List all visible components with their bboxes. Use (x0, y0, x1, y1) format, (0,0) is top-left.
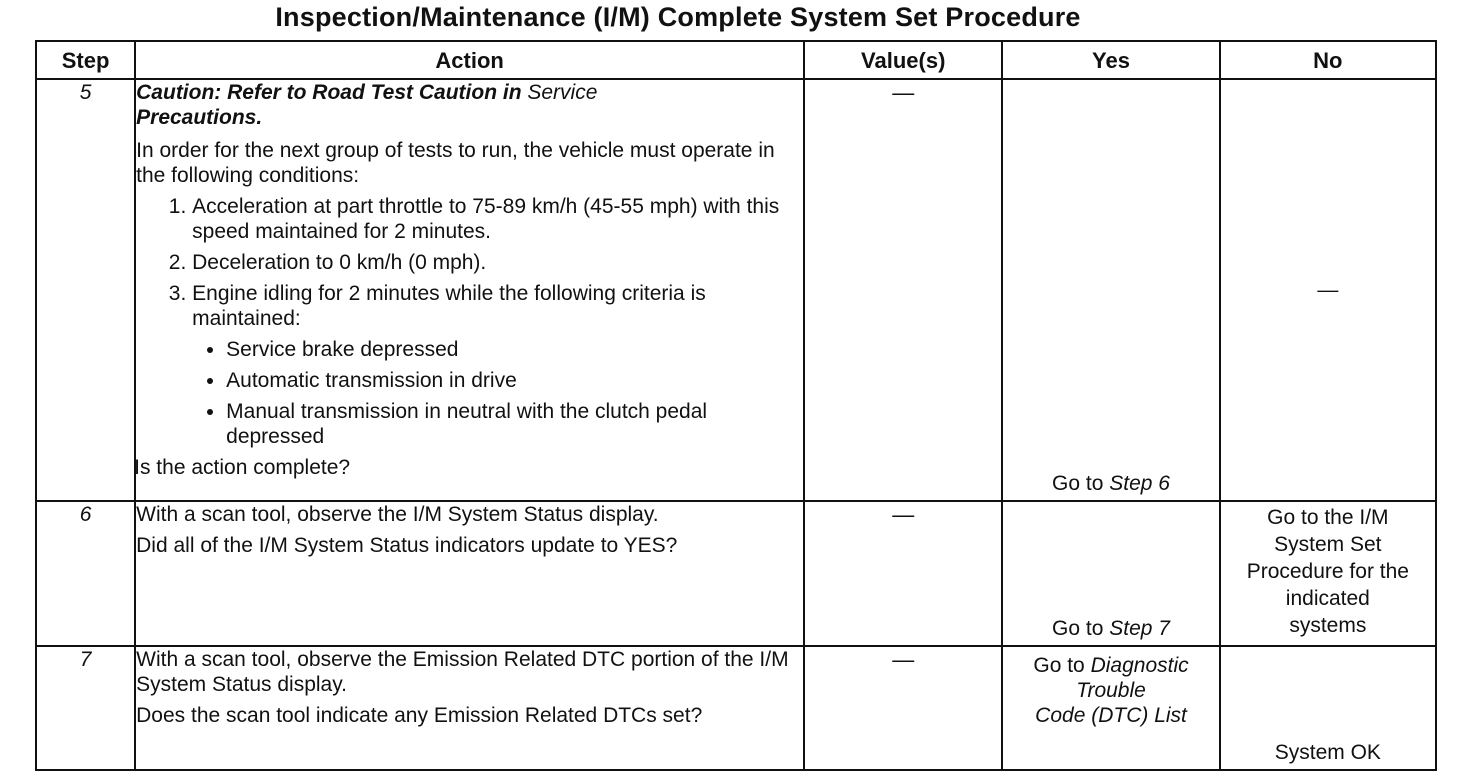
yes-action: Go to Step 6 (1052, 472, 1170, 495)
header-values: Value(s) (804, 41, 1002, 79)
instruction-text: With a scan tool, observe the Emission Related DTC portion of the I/M System Status display. (136, 648, 789, 696)
list-item: 1. Acceleration at part throttle to 75-89 km/h (45-55 mph) with this speed maintained for 2 minutes. (192, 194, 803, 244)
yes-cell (1002, 501, 1219, 646)
list-item: • Manual transmission in neutral with the clutch pedal depressed (226, 399, 803, 449)
no-cell: — (1220, 79, 1436, 501)
question-text: Did all of the I/M System Status indicators update to YES? (136, 534, 678, 557)
instruction-text: With a scan tool, observe the I/M System Status display. (136, 503, 659, 526)
table-row-step-6 (36, 501, 1436, 646)
action-cell (135, 501, 804, 646)
criteria-list (192, 337, 803, 449)
page-title: Inspection/Maintenance (I/M) Complete System Set Procedure (275, 2, 1081, 32)
header-no: No (1220, 41, 1436, 79)
list-item: 3. Engine idling for 2 minutes while the following criteria is maintained: • Service brake depressed • Automatic transmission in drive • Manual transmission in neutral with the clutch pedal depressed (192, 281, 803, 449)
step-number: 5 (36, 79, 135, 501)
table-row-step-5 (36, 79, 1436, 501)
step-link: Step 6 (1109, 472, 1170, 495)
condition-list (136, 194, 803, 449)
question-text: Does the scan tool indicate any Emission Related DTCs set? (136, 704, 703, 727)
list-item: • Automatic transmission in drive (226, 368, 803, 393)
caution-text: Caution: Refer to Road Test Caution in Service Precautions. (136, 81, 598, 129)
action-cell (135, 79, 804, 501)
header-yes: Yes (1002, 41, 1219, 79)
value-cell: — (804, 79, 1002, 501)
list-item: 2. Deceleration to 0 km/h (0 mph). (192, 250, 803, 275)
intro-text: In order for the next group of tests to run, the vehicle must operate in the following conditions: (136, 139, 775, 187)
header-action: Action (135, 41, 804, 79)
header-step: Step (36, 41, 135, 79)
no-action: Go to the I/M System Set Procedure for the indicated systems (1246, 506, 1409, 637)
question-text: Is the action complete? (134, 456, 351, 479)
yes-cell (1002, 79, 1219, 501)
no-cell (1220, 646, 1436, 770)
no-cell (1220, 501, 1436, 646)
yes-cell (1002, 646, 1219, 770)
procedure-table (35, 40, 1437, 771)
table-row-step-7 (36, 646, 1436, 770)
header-row (36, 41, 1436, 79)
step-number: 7 (36, 646, 135, 770)
yes-action: Go to Diagnostic Trouble Code (DTC) List (1033, 654, 1189, 727)
list-item: • Service brake depressed (226, 337, 803, 362)
step-link: Step 7 (1109, 617, 1170, 640)
yes-action: Go to Step 7 (1052, 617, 1170, 640)
step-number: 6 (36, 501, 135, 646)
no-action: System OK (1274, 741, 1381, 764)
value-cell: — (804, 501, 1002, 646)
value-cell: — (804, 646, 1002, 770)
action-cell (135, 646, 804, 770)
